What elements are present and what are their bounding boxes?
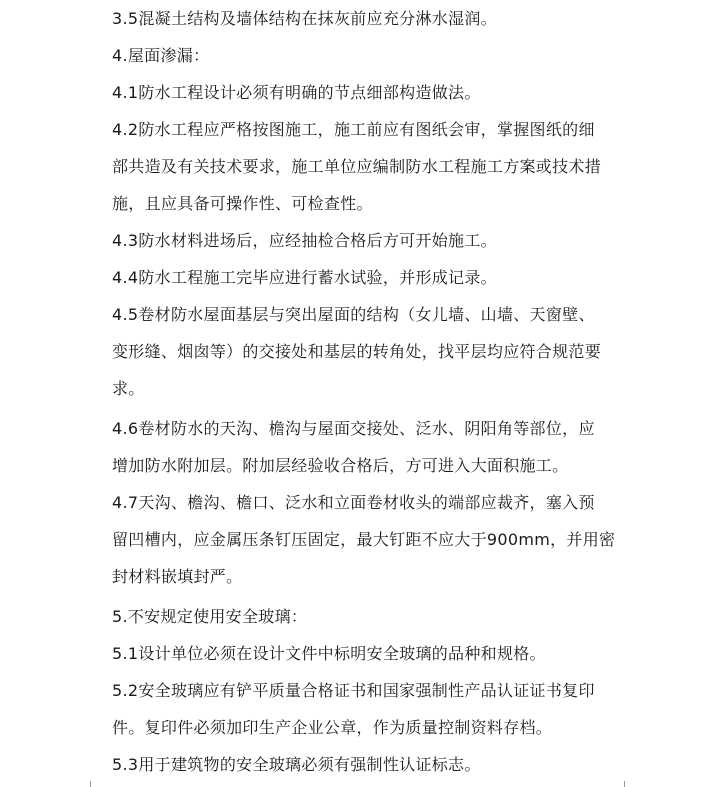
text-line: 4.7天沟、檐沟、檐口、泛水和立面卷材收头的端部应裁齐，塞入预	[112, 493, 595, 512]
text-line: 件。复印件必须加印生产企业公章，作为质量控制资料存档。	[112, 718, 553, 737]
paragraph-4-2	[112, 111, 612, 222]
paragraph-4-6	[112, 410, 612, 484]
paragraph-4-1	[112, 74, 612, 111]
text-line: 4.5卷材防水屋面基层与突出屋面的结构（女儿墙、山墙、天窗壁、	[112, 305, 595, 324]
paragraph-4-7	[112, 484, 616, 595]
text-line: 4.6卷材防水的天沟、檐沟与屋面交接处、泛水、阴阳角等部位，应	[112, 419, 595, 438]
text-line: 4.2防水工程应严格按图施工，施工前应有图纸会审，掌握图纸的细	[112, 120, 595, 139]
text-line: 5.2安全玻璃应有铲平质量合格证书和国家强制性产品认证证书复印	[112, 681, 595, 700]
text-line: 4.1防水工程设计必须有明确的节点细部构造做法。	[112, 83, 481, 102]
paragraph-5-1	[112, 635, 612, 672]
text-line: 4.3防水材料进场后，应经抽检合格后方可开始施工。	[112, 231, 497, 250]
text-line: 5.3用于建筑物的安全玻璃必须有强制性认证标志。	[112, 755, 481, 774]
text-line: 部共造及有关技术要求，施工单位应编制防水工程施工方案或技术措	[112, 157, 602, 176]
paragraph-4-4	[112, 259, 612, 296]
paragraph-3-5	[112, 0, 612, 37]
paragraph-4-3	[112, 222, 612, 259]
margin-corner-mark-right	[624, 781, 625, 787]
text-line: 增加防水附加层。附加层经验收合格后，方可进入大面积施工。	[112, 456, 569, 475]
text-line: 求。	[112, 379, 145, 398]
text-line: 变形缝、烟囱等）的交接处和基层的转角处，找平层均应符合规范要	[112, 342, 602, 361]
paragraph-5-2	[112, 672, 612, 746]
text-line: 5.不安规定使用安全玻璃：	[112, 607, 308, 626]
heading-5-safety-glass	[112, 598, 612, 635]
text-line: 4.屋面渗漏：	[112, 46, 210, 65]
text-line: 留凹槽内，应金属压条钉压固定，最大钉距不应大于900mm，并用密	[112, 530, 616, 549]
text-line: 3.5混凝土结构及墙体结构在抹灰前应充分淋水湿润。	[112, 9, 497, 28]
paragraph-4-5	[112, 296, 612, 407]
heading-4-roof-leakage	[112, 37, 612, 74]
margin-corner-mark-left	[90, 781, 91, 787]
text-line: 施，且应具备可操作性、可检查性。	[112, 194, 373, 213]
text-line: 5.1设计单位必须在设计文件中标明安全玻璃的品种和规格。	[112, 644, 546, 663]
paragraph-5-3	[112, 746, 612, 783]
text-line: 4.4防水工程施工完毕应进行蓄水试验，并形成记录。	[112, 268, 497, 287]
text-line: 封材料嵌填封严。	[112, 567, 243, 586]
